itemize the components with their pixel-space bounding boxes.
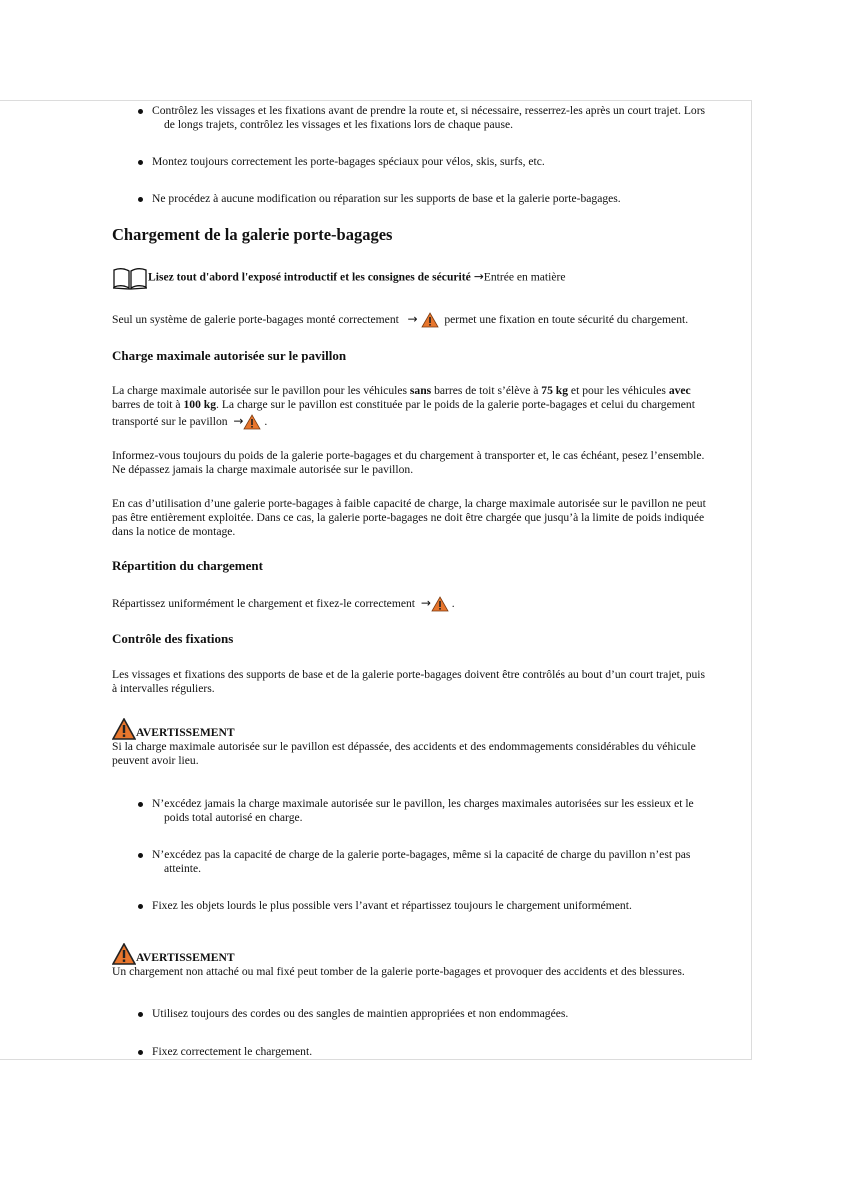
bullet-icon bbox=[138, 109, 143, 114]
section-title: Chargement de la galerie porte-bagages bbox=[112, 225, 393, 244]
bullet-icon bbox=[138, 1012, 143, 1017]
paragraph: La charge maximale autorisée sur le pavillon pour les véhicules sans barres de toit s’élève à 75 kg et pour les véhicules avec barres de toit à 100 kg. La charge sur le pavillon est constituée par le poids de la galerie porte-bagages et celui du chargement transporté sur le pavillon → . bbox=[112, 384, 737, 430]
warning-block: AVERTISSEMENT Si la charge maximale autorisée sur le pavillon est dépassée, des accidents et des endommagements considérables du véhicule peuvent avoir lieu. bbox=[112, 718, 737, 768]
subsection-title: Répartition du chargement bbox=[112, 558, 263, 573]
book-icon bbox=[112, 266, 148, 290]
page-frame bbox=[0, 100, 752, 1060]
paragraph: Les vissages et fixations des supports de base et de la galerie porte-bagages doivent être contrôlés au bout d’un court trajet, puis à intervalles réguliers. bbox=[112, 668, 706, 695]
warning-triangle-icon bbox=[431, 596, 449, 612]
warning-triangle-icon bbox=[421, 312, 439, 328]
bullet-icon bbox=[138, 197, 143, 202]
bullet-icon bbox=[138, 160, 143, 165]
paragraph: Répartissez uniformément le chargement et fixez-le correctement → . bbox=[112, 596, 737, 612]
paragraph: En cas d’utilisation d’une galerie porte-bagages à faible capacité de charge, la charge maximale autorisée sur le pavillon ne peut pas être entièrement exploitée. Dans ce cas, la galerie porte-bagages ne doit être chargée que jusqu’à la limite de poids indiquée dans la notice de montage. bbox=[112, 497, 706, 538]
warning-triangle-icon bbox=[112, 943, 136, 965]
bullet-icon bbox=[138, 904, 143, 909]
list-item: Montez toujours correctement les porte-bagages spéciaux pour vélos, skis, surfs, etc. bbox=[152, 155, 742, 169]
paragraph: Seul un système de galerie porte-bagages monté correctement → permet une fixation en toute sécurité du chargement. bbox=[112, 312, 752, 328]
warning-label: AVERTISSEMENT bbox=[136, 726, 235, 739]
warning-triangle-icon bbox=[243, 414, 261, 430]
warning-block: AVERTISSEMENT Un chargement non attaché ou mal fixé peut tomber de la galerie porte-bagages et provoquer des accidents et des blessures. bbox=[112, 943, 737, 979]
intro-link[interactable]: Entrée en matière bbox=[483, 270, 566, 284]
paragraph: Informez-vous toujours du poids de la galerie porte-bagages et du chargement à transporter et, le cas échéant, pesez l’ensemble. Ne dépassez jamais la charge maximale autorisée sur le pavillon. bbox=[112, 449, 705, 476]
bullet-icon bbox=[138, 802, 143, 807]
warning-triangle-icon bbox=[112, 718, 136, 740]
list-item: Fixez correctement le chargement. bbox=[152, 1045, 742, 1059]
subsection-title: Charge maximale autorisée sur le pavillon bbox=[112, 348, 347, 363]
list-item: N’excédez jamais la charge maximale autorisée sur le pavillon, les charges maximales autorisées sur les essieux et le poids total autorisé en charge. bbox=[152, 797, 742, 825]
bullet-icon bbox=[138, 853, 143, 858]
list-item: Contrôlez les vissages et les fixations avant de prendre la route et, si nécessaire, resserrez-les après un court trajet. Lors de longs trajets, contrôlez les vissages et les fixations lors de chaque pause. bbox=[152, 104, 742, 132]
intro-note: Lisez tout d'abord l'exposé introductif et les consignes de sécurité →Entrée en matière bbox=[112, 266, 752, 290]
list-item: Ne procédez à aucune modification ou réparation sur les supports de base et la galerie porte-bagages. bbox=[152, 192, 742, 206]
warning-label: AVERTISSEMENT bbox=[136, 951, 235, 964]
list-item: Fixez les objets lourds le plus possible vers l’avant et répartissez toujours le chargement uniformément. bbox=[152, 899, 742, 913]
bullet-icon bbox=[138, 1050, 143, 1055]
subsection-title: Contrôle des fixations bbox=[112, 631, 234, 646]
list-item: N’excédez pas la capacité de charge de la galerie porte-bagages, même si la capacité de charge du pavillon n’est pas atteinte. bbox=[152, 848, 742, 876]
list-item: Utilisez toujours des cordes ou des sangles de maintien appropriées et non endommagées. bbox=[152, 1007, 742, 1021]
